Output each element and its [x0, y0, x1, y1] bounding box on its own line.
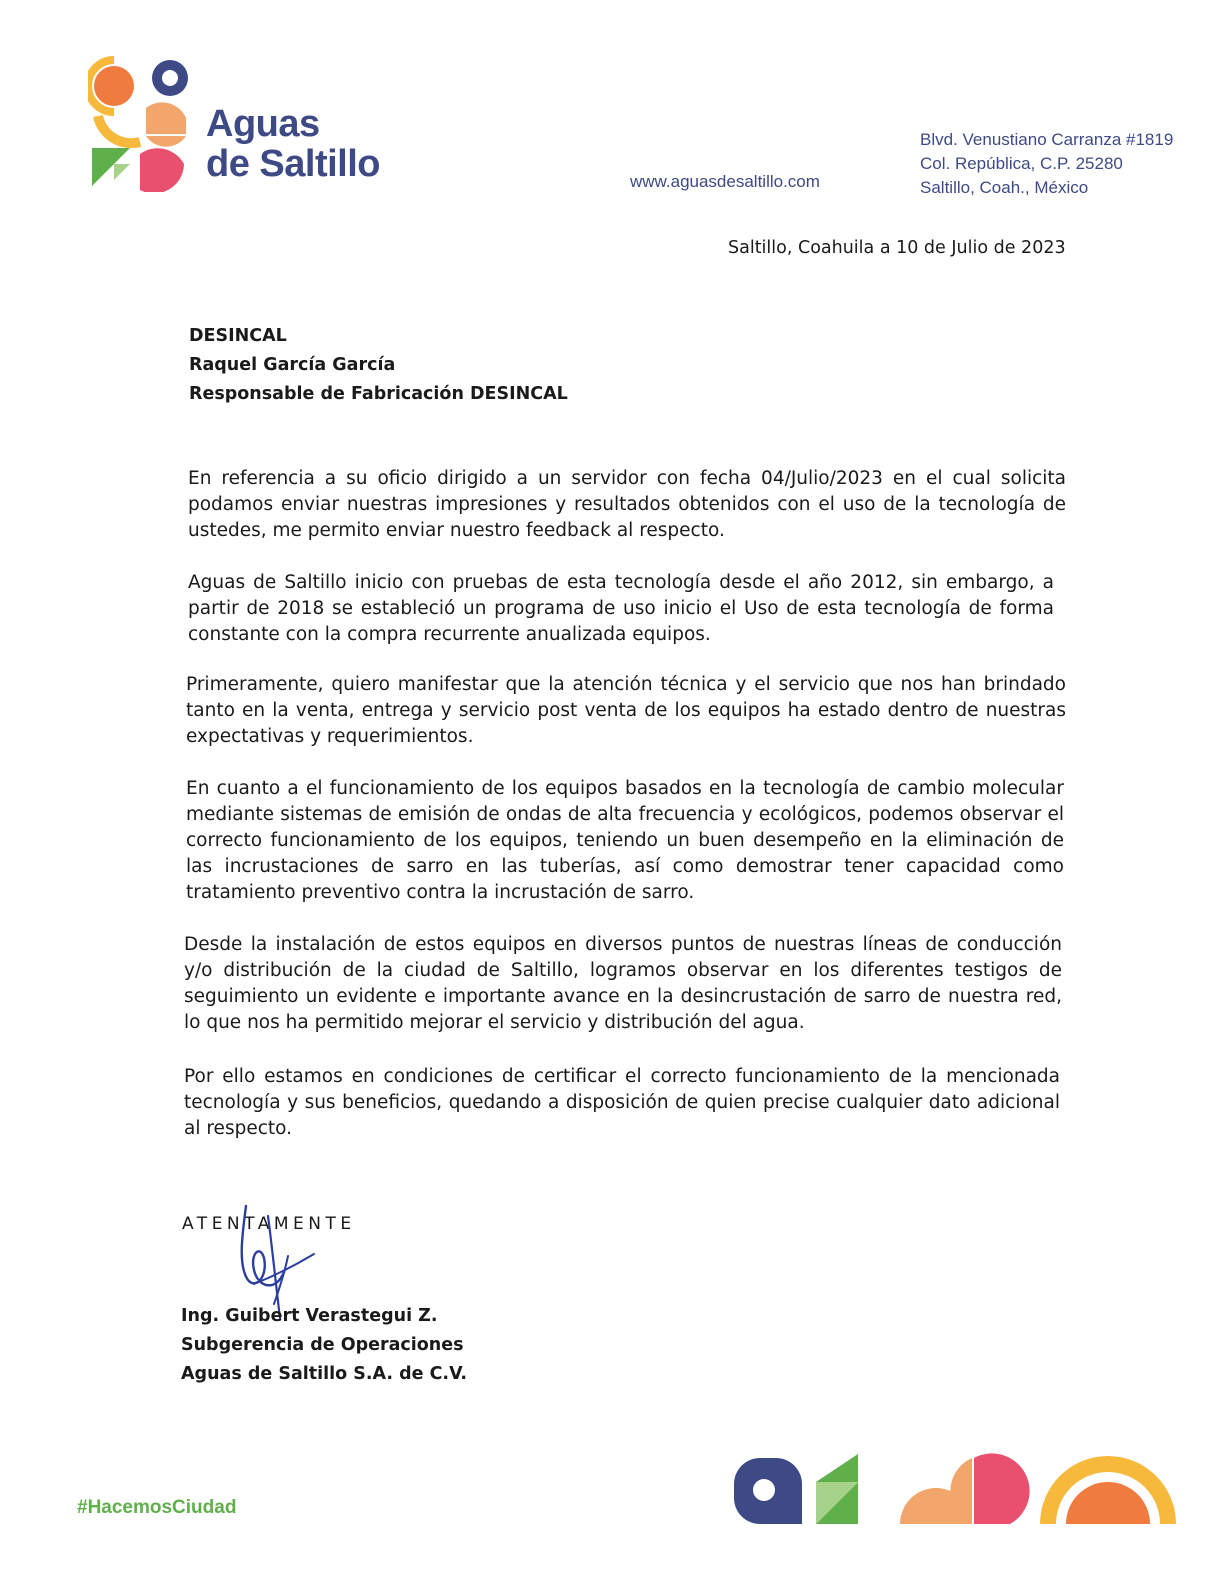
address-line: Blvd. Venustiano Carranza #1819 — [920, 130, 1174, 149]
letter-date: Saltillo, Coahuila a 10 de Julio de 2023 — [728, 238, 1066, 258]
company-address — [920, 128, 1173, 200]
body-paragraph: En referencia a su oficio dirigido a un servidor con fecha 04/Julio/2023 en el cual solicita podamos enviar nuestras impresiones y resultados obtenidos con el uso de la tecnología de ustedes, me permito enviar nuestro feedback al respecto. — [188, 468, 1066, 541]
closing-salutation: ATENTAMENTE — [182, 1214, 356, 1234]
brand-line-1: Aguas — [206, 103, 320, 145]
body-paragraph: Por ello estamos en condiciones de certificar el correcto funcionamiento de la mencionada tecnología y sus beneficios, quedando a disposición de quien precise cualquier dato adicional al respecto. — [184, 1066, 1060, 1139]
website-link[interactable]: www.aguasdesaltillo.com — [630, 172, 820, 191]
signer-block — [181, 1302, 467, 1389]
recipient-title: Responsable de Fabricación DESINCAL — [189, 384, 568, 404]
body-paragraph: Aguas de Saltillo inicio con pruebas de esta tecnología desde el año 2012, sin embargo, a partir de 2018 se estableció un programa de uso inicio el Uso de esta tecnología de forma constante con la compra recurrente anualizada equipos. — [188, 572, 1054, 645]
footer-hashtag: #HacemosCiudad — [77, 1497, 237, 1518]
body-paragraph: Desde la instalación de estos equipos en diversos puntos de nuestras líneas de conducción y/o distribución de la ciudad de Saltillo, logramos observar en los diferentes testigos de seguimiento un evidente e importante avance en la desincrustación de sarro de nuestra red, lo que nos ha permitido mejorar el servicio y distribución del agua. — [184, 934, 1062, 1033]
brand-name — [206, 104, 380, 184]
footer-decorative-shapes-icon — [734, 1452, 1178, 1530]
recipient-company: DESINCAL — [189, 326, 287, 346]
address-line: Saltillo, Coah., México — [920, 178, 1089, 197]
recipient-name: Raquel García García — [189, 355, 396, 375]
signer-company: Aguas de Saltillo S.A. de C.V. — [181, 1364, 467, 1384]
body-paragraph: En cuanto a el funcionamiento de los equipos basados en la tecnología de cambio molecular mediante sistemas de emisión de ondas de alta frecuencia y ecológicos, podemos observar el correcto funcionamiento de los equipos, teniendo un buen desempeño en la eliminación de las incrustaciones de sarro en las tuberías, así como demostrar tener capacidad como tratamiento preventivo contra la incrustación de sarro. — [186, 778, 1064, 903]
recipient-block — [189, 322, 568, 409]
signer-name: Ing. Guibert Verastegui Z. — [181, 1306, 438, 1326]
address-line: Col. República, C.P. 25280 — [920, 154, 1123, 173]
signer-department: Subgerencia de Operaciones — [181, 1335, 464, 1355]
brand-line-2: de Saltillo — [206, 143, 380, 185]
aguas-de-saltillo-logo-icon — [88, 56, 198, 192]
body-paragraph: Primeramente, quiero manifestar que la atención técnica y el servicio que nos han brindado tanto en la venta, entrega y servicio post venta de los equipos ha estado dentro de nuestras expectativas y requerimientos. — [186, 674, 1066, 747]
